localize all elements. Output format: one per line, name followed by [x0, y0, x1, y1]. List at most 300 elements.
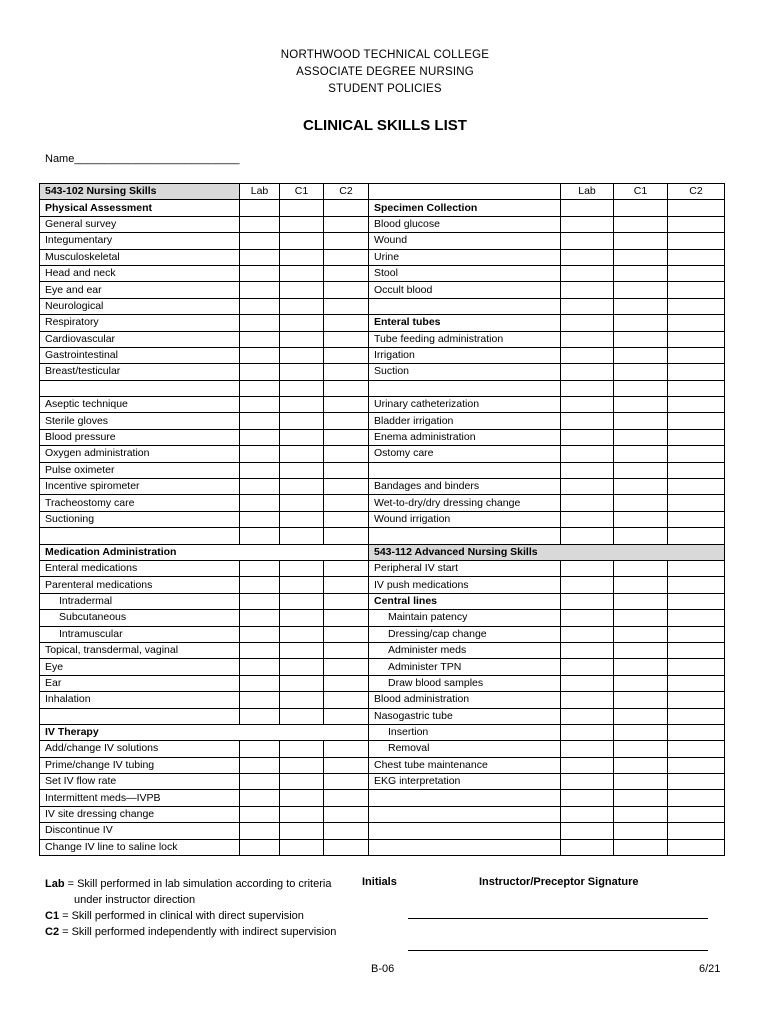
checkbox-cell-lab[interactable] [240, 610, 280, 626]
left-skill-cell: IV site dressing change [40, 806, 240, 822]
checkbox-cell-lab[interactable] [561, 839, 614, 855]
checkbox-cell-lab[interactable] [561, 397, 614, 413]
checkbox-cell-c1[interactable] [614, 495, 668, 511]
checkbox-cell-c1[interactable] [280, 790, 324, 806]
checkbox-cell-c1[interactable] [280, 265, 324, 281]
checkbox-cell-lab[interactable] [561, 659, 614, 675]
checkbox-cell-lab[interactable] [240, 675, 280, 691]
checkbox-cell-lab[interactable] [561, 429, 614, 445]
checkbox-cell-c1[interactable] [614, 593, 668, 609]
checkbox-cell-lab[interactable] [561, 593, 614, 609]
checkbox-cell-lab[interactable] [561, 364, 614, 380]
checkbox-cell-lab[interactable] [240, 741, 280, 757]
checkbox-cell-c1[interactable] [614, 233, 668, 249]
checkbox-cell-c2[interactable] [324, 413, 369, 429]
checkbox-cell-c2[interactable] [668, 774, 725, 790]
checkbox-cell-c1[interactable] [280, 413, 324, 429]
checkbox-cell-c1[interactable] [614, 659, 668, 675]
checkbox-cell-c1[interactable] [280, 397, 324, 413]
right-skill-cell [369, 839, 561, 855]
checkbox-cell-lab[interactable] [561, 479, 614, 495]
checkbox-cell-c1[interactable] [280, 675, 324, 691]
checkbox-cell-c2[interactable] [324, 380, 369, 396]
left-skill-cell: Oxygen administration [40, 446, 240, 462]
checkbox-cell-c2[interactable] [668, 511, 725, 527]
checkbox-cell-lab[interactable] [240, 692, 280, 708]
checkbox-cell-c1[interactable] [280, 315, 324, 331]
left-skill-cell: Blood pressure [40, 429, 240, 445]
checkbox-cell-c1[interactable] [280, 380, 324, 396]
checkbox-cell-c2[interactable] [668, 610, 725, 626]
checkbox-cell-c2[interactable] [668, 298, 725, 314]
checkbox-cell-c1[interactable] [280, 429, 324, 445]
checkbox-cell-lab[interactable] [561, 265, 614, 281]
checkbox-cell-c1[interactable] [614, 347, 668, 363]
checkbox-cell-c1[interactable] [614, 380, 668, 396]
checkbox-cell-c2[interactable] [668, 806, 725, 822]
left-skill-cell: Add/change IV solutions [40, 741, 240, 757]
right-skill-cell: Wet-to-dry/dry dressing change [369, 495, 561, 511]
checkbox-cell-c2[interactable] [324, 265, 369, 281]
checkbox-cell-lab[interactable] [240, 823, 280, 839]
checkbox-cell-lab[interactable] [240, 708, 280, 724]
checkbox-cell-c2[interactable] [324, 806, 369, 822]
table-row [40, 429, 725, 445]
checkbox-cell-c1[interactable] [614, 364, 668, 380]
checkbox-cell-c1[interactable] [614, 511, 668, 527]
table-row [40, 265, 725, 281]
right-skill-cell: Urinary catheterization [369, 397, 561, 413]
checkbox-cell-c1[interactable] [614, 560, 668, 576]
checkbox-cell-c2[interactable] [668, 331, 725, 347]
checkbox-cell-c2[interactable] [668, 839, 725, 855]
checkbox-cell-c1[interactable] [614, 315, 668, 331]
right-skill-cell: 543-112 Advanced Nursing Skills [369, 544, 725, 560]
checkbox-cell-lab[interactable] [561, 626, 614, 642]
checkbox-cell-lab[interactable] [240, 774, 280, 790]
checkbox-cell-lab[interactable] [240, 233, 280, 249]
checkbox-cell-c2[interactable] [668, 479, 725, 495]
checkbox-cell-c2[interactable] [324, 298, 369, 314]
checkbox-cell-c2[interactable] [324, 593, 369, 609]
checkbox-cell-c1[interactable] [280, 774, 324, 790]
checkbox-cell-c1[interactable] [614, 429, 668, 445]
checkbox-cell-c1[interactable] [614, 249, 668, 265]
left-skill-cell: Discontinue IV [40, 823, 240, 839]
checkbox-cell-lab[interactable] [561, 298, 614, 314]
checkbox-cell-c2[interactable] [324, 823, 369, 839]
checkbox-cell-lab[interactable] [561, 413, 614, 429]
checkbox-cell-c2[interactable] [668, 249, 725, 265]
checkbox-cell-lab[interactable] [561, 347, 614, 363]
checkbox-cell-c2[interactable] [324, 511, 369, 527]
checkbox-cell-lab[interactable] [240, 298, 280, 314]
checkbox-cell-c1[interactable] [614, 790, 668, 806]
checkbox-cell-lab[interactable] [240, 347, 280, 363]
checkbox-cell-c2[interactable] [668, 741, 725, 757]
right-skill-cell: Draw blood samples [369, 675, 561, 691]
checkbox-cell-c1[interactable] [280, 233, 324, 249]
checkbox-cell-lab[interactable] [240, 560, 280, 576]
checkbox-cell-c1[interactable] [280, 757, 324, 773]
checkbox-cell-c2[interactable] [324, 347, 369, 363]
college-name: NORTHWOOD TECHNICAL COLLEGE [280, 49, 490, 61]
checkbox-cell-c2[interactable] [668, 380, 725, 396]
checkbox-cell-lab[interactable] [561, 724, 614, 740]
checkbox-cell-lab[interactable] [561, 528, 614, 544]
checkbox-cell-lab[interactable] [561, 200, 614, 216]
checkbox-cell-lab[interactable] [240, 757, 280, 773]
left-skill-cell: Prime/change IV tubing [40, 757, 240, 773]
table-row [40, 790, 725, 806]
checkbox-cell-lab[interactable] [561, 446, 614, 462]
checkbox-cell-lab[interactable] [561, 560, 614, 576]
left-skill-cell: Suctioning [40, 511, 240, 527]
checkbox-cell-c1[interactable] [614, 708, 668, 724]
checkbox-cell-c2[interactable] [668, 757, 725, 773]
checkbox-cell-c2[interactable] [324, 642, 369, 658]
initials-label: Initials [362, 876, 397, 888]
checkbox-cell-c1[interactable] [280, 298, 324, 314]
checkbox-cell-lab[interactable] [240, 429, 280, 445]
checkbox-cell-lab[interactable] [561, 806, 614, 822]
checkbox-cell-lab[interactable] [561, 462, 614, 478]
table-row [40, 544, 725, 560]
checkbox-cell-c2[interactable] [324, 708, 369, 724]
checkbox-cell-c2[interactable] [324, 757, 369, 773]
checkbox-cell-lab[interactable] [240, 282, 280, 298]
checkbox-cell-c2[interactable] [324, 774, 369, 790]
checkbox-cell-c2[interactable] [668, 626, 725, 642]
table-row [40, 642, 725, 658]
left-skill-cell: Musculoskeletal [40, 249, 240, 265]
checkbox-cell-c2[interactable] [324, 495, 369, 511]
checkbox-cell-lab[interactable] [240, 397, 280, 413]
checkbox-cell-c1[interactable] [280, 708, 324, 724]
checkbox-cell-c1[interactable] [280, 216, 324, 232]
checkbox-cell-lab[interactable] [240, 265, 280, 281]
left-skill-cell: Integumentary [40, 233, 240, 249]
checkbox-cell-c2[interactable] [668, 577, 725, 593]
right-skill-cell: Enteral tubes [369, 315, 561, 331]
checkbox-cell-c2[interactable] [324, 397, 369, 413]
checkbox-cell-c1[interactable] [614, 298, 668, 314]
checkbox-cell-lab[interactable] [561, 642, 614, 658]
checkbox-cell-c1[interactable] [280, 462, 324, 478]
checkbox-cell-lab[interactable] [561, 511, 614, 527]
table-row [40, 610, 725, 626]
checkbox-cell-c1[interactable] [280, 560, 324, 576]
checkbox-cell-c1[interactable] [280, 479, 324, 495]
checkbox-cell-c2[interactable] [668, 659, 725, 675]
right-skill-cell: Nasogastric tube [369, 708, 561, 724]
left-skill-cell: Sterile gloves [40, 413, 240, 429]
checkbox-cell-c2[interactable] [324, 282, 369, 298]
checkbox-cell-c2[interactable] [668, 282, 725, 298]
checkbox-cell-c1[interactable] [614, 331, 668, 347]
checkbox-cell-lab[interactable] [240, 479, 280, 495]
checkbox-cell-lab[interactable] [561, 315, 614, 331]
checkbox-cell-c2[interactable] [668, 413, 725, 429]
checkbox-cell-c2[interactable] [668, 200, 725, 216]
checkbox-cell-c2[interactable] [668, 364, 725, 380]
skills-table [39, 183, 725, 856]
checkbox-cell-c1[interactable] [280, 577, 324, 593]
checkbox-cell-c1[interactable] [280, 626, 324, 642]
right-skill-cell: EKG interpretation [369, 774, 561, 790]
left-skill-cell: Physical Assessment [40, 200, 240, 216]
checkbox-cell-lab[interactable] [561, 495, 614, 511]
checkbox-cell-c1[interactable] [280, 282, 324, 298]
checkbox-cell-c2[interactable] [668, 692, 725, 708]
checkbox-cell-c1[interactable] [614, 446, 668, 462]
right-skill-cell [369, 298, 561, 314]
checkbox-cell-c2[interactable] [324, 560, 369, 576]
checkbox-cell-lab[interactable] [561, 610, 614, 626]
checkbox-cell-c1[interactable] [614, 839, 668, 855]
legend-term-c1: C1 [45, 910, 60, 922]
table-row [40, 708, 725, 724]
checkbox-cell-c2[interactable] [668, 724, 725, 740]
checkbox-cell-c2[interactable] [668, 216, 725, 232]
checkbox-cell-c2[interactable] [668, 708, 725, 724]
checkbox-cell-lab[interactable] [240, 839, 280, 855]
left-skill-cell: IV Therapy [40, 724, 369, 740]
checkbox-cell-c2[interactable] [668, 315, 725, 331]
checkbox-cell-lab[interactable] [561, 675, 614, 691]
table-row [40, 347, 725, 363]
checkbox-cell-c2[interactable] [324, 675, 369, 691]
checkbox-cell-c2[interactable] [324, 249, 369, 265]
table-row [40, 675, 725, 691]
right-skill-cell: Insertion [369, 724, 561, 740]
checkbox-cell-c1[interactable] [614, 724, 668, 740]
checkbox-cell-c1[interactable] [614, 675, 668, 691]
checkbox-cell-c2[interactable] [324, 839, 369, 855]
left-skill-cell: Pulse oximeter [40, 462, 240, 478]
table-row [40, 577, 725, 593]
checkbox-cell-lab[interactable] [240, 642, 280, 658]
checkbox-cell-c1[interactable] [614, 462, 668, 478]
checkbox-cell-c2[interactable] [668, 446, 725, 462]
checkbox-cell-c1[interactable] [280, 806, 324, 822]
checkbox-cell-lab[interactable] [561, 216, 614, 232]
checkbox-cell-c2[interactable] [668, 429, 725, 445]
checkbox-cell-lab[interactable] [240, 806, 280, 822]
table-row [40, 380, 725, 396]
checkbox-cell-c1[interactable] [614, 774, 668, 790]
checkbox-cell-lab[interactable] [561, 282, 614, 298]
right-skill-cell: Specimen Collection [369, 200, 561, 216]
checkbox-cell-lab[interactable] [240, 462, 280, 478]
checkbox-cell-c2[interactable] [324, 528, 369, 544]
checkbox-cell-c1[interactable] [280, 741, 324, 757]
checkbox-cell-c1[interactable] [280, 642, 324, 658]
checkbox-cell-lab[interactable] [240, 413, 280, 429]
right-skill-cell: Stool [369, 265, 561, 281]
left-skill-cell: Respiratory [40, 315, 240, 331]
checkbox-cell-lab[interactable] [240, 364, 280, 380]
checkbox-cell-c2[interactable] [324, 577, 369, 593]
checkbox-cell-c2[interactable] [324, 446, 369, 462]
checkbox-cell-lab[interactable] [240, 315, 280, 331]
checkbox-cell-c1[interactable] [280, 446, 324, 462]
checkbox-cell-c2[interactable] [324, 233, 369, 249]
checkbox-cell-c2[interactable] [324, 692, 369, 708]
checkbox-cell-lab[interactable] [240, 790, 280, 806]
checkbox-cell-c1[interactable] [280, 249, 324, 265]
checkbox-cell-lab[interactable] [561, 823, 614, 839]
checkbox-cell-c2[interactable] [324, 659, 369, 675]
checkbox-cell-c1[interactable] [280, 495, 324, 511]
checkbox-cell-c1[interactable] [280, 659, 324, 675]
checkbox-cell-c2[interactable] [324, 429, 369, 445]
checkbox-cell-c2[interactable] [324, 790, 369, 806]
checkbox-cell-lab[interactable] [240, 577, 280, 593]
checkbox-cell-lab[interactable] [240, 331, 280, 347]
checkbox-cell-lab[interactable] [561, 790, 614, 806]
section-title-nursing-skills: 543-102 Nursing Skills [40, 184, 240, 200]
signature-line[interactable] [408, 937, 708, 951]
checkbox-cell-lab[interactable] [561, 692, 614, 708]
table-row [40, 331, 725, 347]
checkbox-cell-c1[interactable] [614, 577, 668, 593]
checkbox-cell-lab[interactable] [561, 741, 614, 757]
checkbox-cell-lab[interactable] [240, 216, 280, 232]
checkbox-cell-lab[interactable] [561, 577, 614, 593]
checkbox-cell-c1[interactable] [280, 331, 324, 347]
table-row [40, 774, 725, 790]
checkbox-cell-c1[interactable] [614, 823, 668, 839]
checkbox-cell-c2[interactable] [324, 331, 369, 347]
checkbox-cell-c1[interactable] [280, 823, 324, 839]
checkbox-cell-c2[interactable] [668, 233, 725, 249]
table-row [40, 724, 725, 740]
checkbox-cell-c2[interactable] [668, 593, 725, 609]
checkbox-cell-c1[interactable] [614, 479, 668, 495]
left-skill-cell: Subcutaneous [40, 610, 240, 626]
checkbox-cell-c2[interactable] [668, 462, 725, 478]
checkbox-cell-c1[interactable] [280, 839, 324, 855]
checkbox-cell-lab[interactable] [240, 593, 280, 609]
checkbox-cell-c1[interactable] [614, 528, 668, 544]
table-row [40, 659, 725, 675]
checkbox-cell-lab[interactable] [561, 331, 614, 347]
checkbox-cell-c1[interactable] [614, 282, 668, 298]
checkbox-cell-c1[interactable] [614, 757, 668, 773]
legend-text-c2: = Skill performed independently with indirect supervision [59, 926, 337, 938]
checkbox-cell-c1[interactable] [614, 642, 668, 658]
checkbox-cell-lab[interactable] [240, 495, 280, 511]
checkbox-cell-c1[interactable] [614, 397, 668, 413]
checkbox-cell-c2[interactable] [668, 265, 725, 281]
checkbox-cell-c2[interactable] [324, 364, 369, 380]
checkbox-cell-lab[interactable] [240, 511, 280, 527]
checkbox-cell-lab[interactable] [240, 446, 280, 462]
checkbox-cell-c1[interactable] [280, 528, 324, 544]
checkbox-cell-c2[interactable] [324, 216, 369, 232]
checkbox-cell-lab[interactable] [561, 708, 614, 724]
left-skill-cell: Parenteral medications [40, 577, 240, 593]
checkbox-cell-lab[interactable] [240, 659, 280, 675]
left-skill-cell: Inhalation [40, 692, 240, 708]
checkbox-cell-c2[interactable] [668, 495, 725, 511]
checkbox-cell-c1[interactable] [614, 200, 668, 216]
column-header-c2: C2 [668, 184, 725, 200]
checkbox-cell-lab[interactable] [561, 380, 614, 396]
checkbox-cell-lab[interactable] [561, 757, 614, 773]
left-skill-cell: Head and neck [40, 265, 240, 281]
legend-text-c1: = Skill performed in clinical with direct supervision [59, 910, 304, 922]
checkbox-cell-c2[interactable] [668, 397, 725, 413]
checkbox-cell-c2[interactable] [668, 642, 725, 658]
checkbox-cell-c2[interactable] [668, 823, 725, 839]
checkbox-cell-c1[interactable] [614, 692, 668, 708]
checkbox-cell-c1[interactable] [614, 806, 668, 822]
checkbox-cell-c1[interactable] [280, 593, 324, 609]
checkbox-cell-c1[interactable] [614, 741, 668, 757]
checkbox-cell-lab[interactable] [240, 249, 280, 265]
checkbox-cell-c2[interactable] [668, 790, 725, 806]
legend [45, 876, 336, 940]
checkbox-cell-c2[interactable] [668, 347, 725, 363]
checkbox-cell-c1[interactable] [280, 347, 324, 363]
right-skill-cell: Administer TPN [369, 659, 561, 675]
checkbox-cell-lab[interactable] [240, 380, 280, 396]
checkbox-cell-c2[interactable] [324, 462, 369, 478]
table-row [40, 446, 725, 462]
signature-line[interactable] [408, 905, 708, 919]
left-skill-cell: Cardiovascular [40, 331, 240, 347]
checkbox-cell-c1[interactable] [280, 511, 324, 527]
checkbox-cell-c2[interactable] [324, 741, 369, 757]
checkbox-cell-c1[interactable] [280, 200, 324, 216]
checkbox-cell-c1[interactable] [614, 216, 668, 232]
right-skill-cell: Dressing/cap change [369, 626, 561, 642]
checkbox-cell-lab[interactable] [561, 249, 614, 265]
checkbox-cell-lab[interactable] [561, 233, 614, 249]
name-field[interactable]: Name___________________________ [45, 153, 240, 165]
checkbox-cell-c2[interactable] [324, 626, 369, 642]
checkbox-cell-c1[interactable] [280, 692, 324, 708]
checkbox-cell-c1[interactable] [614, 265, 668, 281]
checkbox-cell-c2[interactable] [668, 560, 725, 576]
right-skill-cell: Enema administration [369, 429, 561, 445]
left-skill-cell: Intramuscular [40, 626, 240, 642]
checkbox-cell-c1[interactable] [614, 626, 668, 642]
checkbox-cell-c1[interactable] [614, 610, 668, 626]
checkbox-cell-c2[interactable] [324, 200, 369, 216]
right-skill-cell: Bladder irrigation [369, 413, 561, 429]
checkbox-cell-c2[interactable] [324, 610, 369, 626]
checkbox-cell-lab[interactable] [240, 528, 280, 544]
left-skill-cell: Breast/testicular [40, 364, 240, 380]
checkbox-cell-c2[interactable] [324, 479, 369, 495]
checkbox-cell-lab[interactable] [240, 626, 280, 642]
checkbox-cell-c2[interactable] [324, 315, 369, 331]
checkbox-cell-c1[interactable] [280, 610, 324, 626]
table-row [40, 364, 725, 380]
checkbox-cell-lab[interactable] [561, 774, 614, 790]
checkbox-cell-lab[interactable] [240, 200, 280, 216]
checkbox-cell-c1[interactable] [280, 364, 324, 380]
checkbox-cell-c1[interactable] [614, 413, 668, 429]
checkbox-cell-c2[interactable] [668, 528, 725, 544]
right-skill-cell: Irrigation [369, 347, 561, 363]
column-header-c2: C2 [324, 184, 369, 200]
legend-term-lab: Lab [45, 878, 65, 890]
checkbox-cell-c2[interactable] [668, 675, 725, 691]
